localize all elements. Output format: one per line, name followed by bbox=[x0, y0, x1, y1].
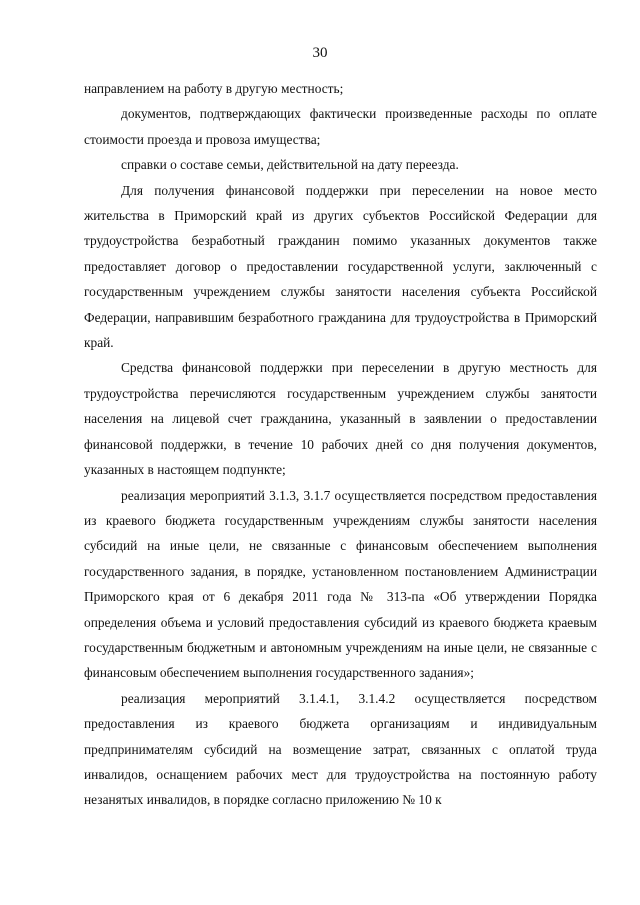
paragraph: направлением на работу в другую местность; bbox=[84, 81, 344, 96]
page-number: 30 bbox=[312, 45, 328, 61]
paragraph: Средства финансовой поддержки при переселении в другую местность для трудоустройства перечисляются государственным учреждением службы занятости населения на лицевой счет гражданина, указанный в заявлении о предоставлении финансовой поддержки, в течение 10 рабочих дней со дня получения документов, указанных в настоящем подпункте; bbox=[84, 360, 597, 478]
paragraph: документов, подтверждающих фактически произведенные расходы по оплате стоимости проезда и провоза имущества; bbox=[84, 106, 597, 147]
paragraph: справки о составе семьи, действительной на дату переезда. bbox=[121, 157, 459, 173]
document-body bbox=[84, 76, 597, 813]
paragraph: реализация мероприятий 3.1.3, 3.1.7 осуществляется посредством предоставления из краевого бюджета государственным учреждениям службы занятости населения субсидий на иные цели, не связанные с финансовым обеспечением выполнения государственного задания, в порядке, установленном постановлением Администрации Приморского края от 6 декабря 2011 года № 313-па «Об утверждении Порядка определения объема и условий предоставления субсидий из краевого бюджета краевым государственным бюджетным и автономным учреждениям на иные цели, не связанные с финансовым обеспечением выполнения государственного задания»; bbox=[84, 487, 597, 681]
paragraph: реализация мероприятий 3.1.4.1, 3.1.4.2 осуществляется посредством предоставления из краевого бюджета организациям и индивидуальным предпринимателям субсидий на возмещение затрат, связанных с оплатой труда инвалидов, оснащением рабочих мест для трудоустройства на постоянную работу незанятых инвалидов, в порядке согласно приложению № 10 к bbox=[84, 690, 597, 808]
paragraph: Для получения финансовой поддержки при переселении на новое место жительства в Приморский край из других субъектов Российской Федерации для трудоустройства безработный гражданин помимо указанных документов также предоставляет договор о предоставлении государственной услуги, заключенный с государственным учреждением службы занятости населения субъекта Российской Федерации, направившим безработного гражданина для трудоустройства в Приморский край. bbox=[84, 182, 597, 351]
